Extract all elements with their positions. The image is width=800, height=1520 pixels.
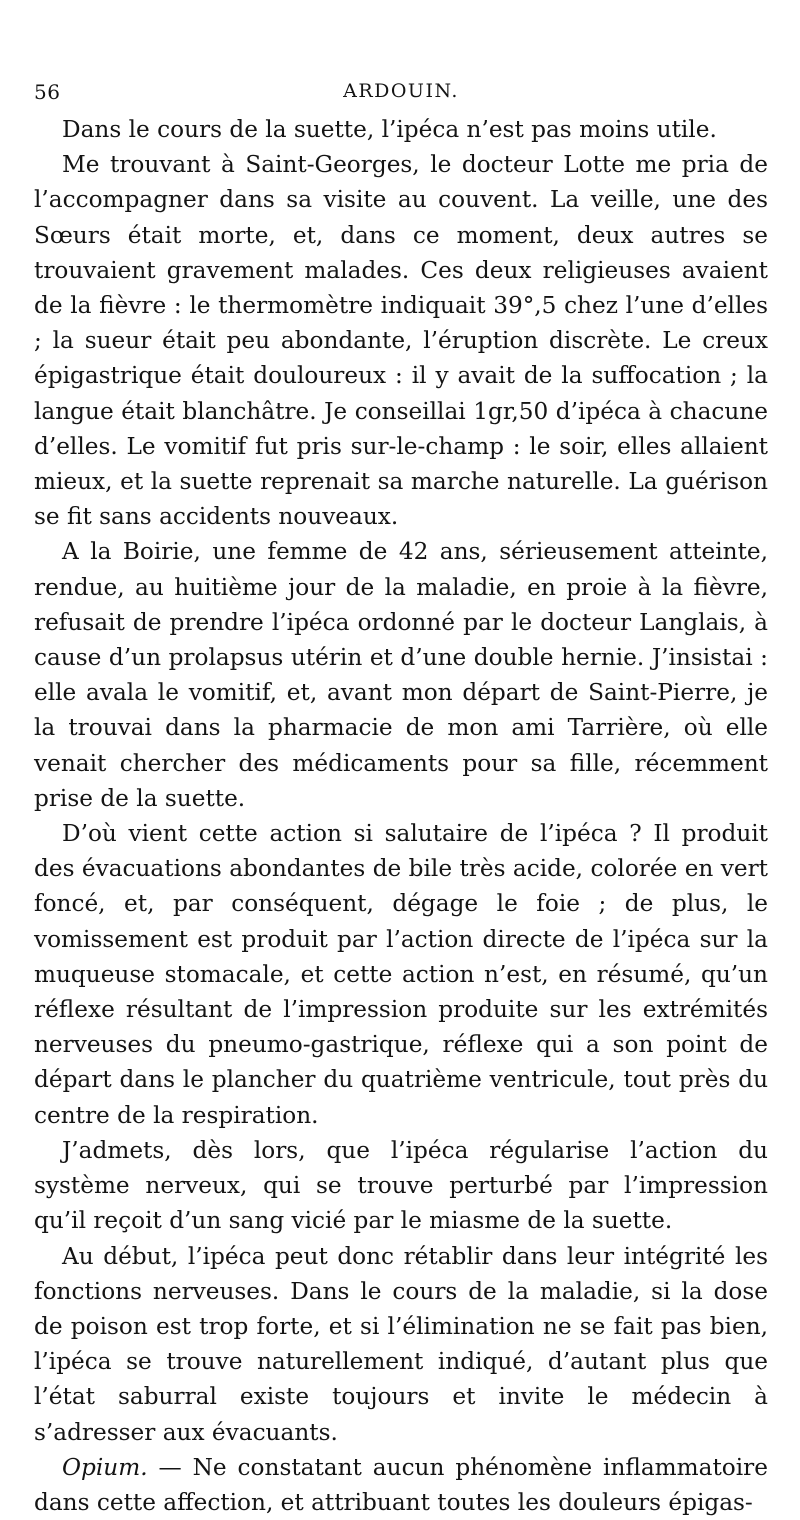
body-text [34,112,768,1520]
paragraph: D’où vient cette action si salutaire de l’ipéca ? Il produit des évacuations abondantes de bile très acide, colorée en vert foncé, et, par conséquent, dégage le foie ; de plus, le vomissement est produit par l’action directe de l’ipéca sur la muqueuse stomacale, et cette action n’est, en résumé, qu’un réflexe résultant de l’impression produite sur les extrémités nerveuses du pneumo-gastrique, réflexe qui a son point de départ dans le plancher du quatrième ventricule, tout près du centre de la respiration. [34,820,768,1129]
running-head [34,80,768,106]
paragraph: Me trouvant à Saint-Georges, le docteur Lotte me pria de l’accompagner dans sa visite au couvent. La veille, une des Sœurs était morte, et, dans ce moment, deux autres se trouvaient gravement malades. Ces deux religieuses avaient de la fièvre : le thermomètre indiquait 39°,5 chez l’une d’elles ; la sueur était peu abondante, l’éruption discrète. Le creux épigastrique était douloureux : il y avait de la suffocation ; la langue était blanchâtre. Je conseillai 1gr,50 d’ipéca à chacune d’elles. Le vomitif fut pris sur-le-champ : le soir, elles allaient mieux, et la suette reprenait sa marche naturelle. La guérison se fit sans accidents nouveaux. [34,151,768,531]
paragraph: Au début, l’ipéca peut donc rétablir dans leur intégrité les fonctions nerveuses. Dans le cours de la maladie, si la dose de poison est trop forte, et si l’élimination ne se fait pas bien, l’ipéca se trouve naturellement indiqué, d’autant plus que l’état saburral existe toujours et invite le médecin à s’adresser aux évacuants. [34,1242,768,1446]
paragraph-opium [34,1450,768,1520]
paragraph: Dans le cours de la suette, l’ipéca n’est pas moins utile. [62,116,717,143]
running-title: ARDOUIN. [343,80,459,102]
paragraph: A la Boirie, une femme de 42 ans, sérieusement atteinte, rendue, au huitième jour de la maladie, en proie à la fièvre, refusait de prendre l’ipéca ordonné par le docteur Langlais, à cause d’un prolapsus utérin et d’une double hernie. J’insistai : elle avala le vomitif, et, avant mon départ de Saint-Pierre, je la trouvai dans la pharmacie de mon ami Tarrière, où elle venait chercher des médicaments pour sa fille, récemment prise de la suette. [34,538,768,812]
page-number: 56 [34,80,61,104]
paragraph: J’admets, dès lors, que l’ipéca régularise l’action du système nerveux, qui se trouve perturbé par l’impression qu’il reçoit d’un sang vicié par le miasme de la suette. [34,1136,768,1235]
section-lead: Opium. [62,1453,148,1481]
paragraph-text: — Ne constatant aucun phénomène inflammatoire dans cette affection, et attribuant toutes les douleurs épigas- [34,1453,768,1516]
